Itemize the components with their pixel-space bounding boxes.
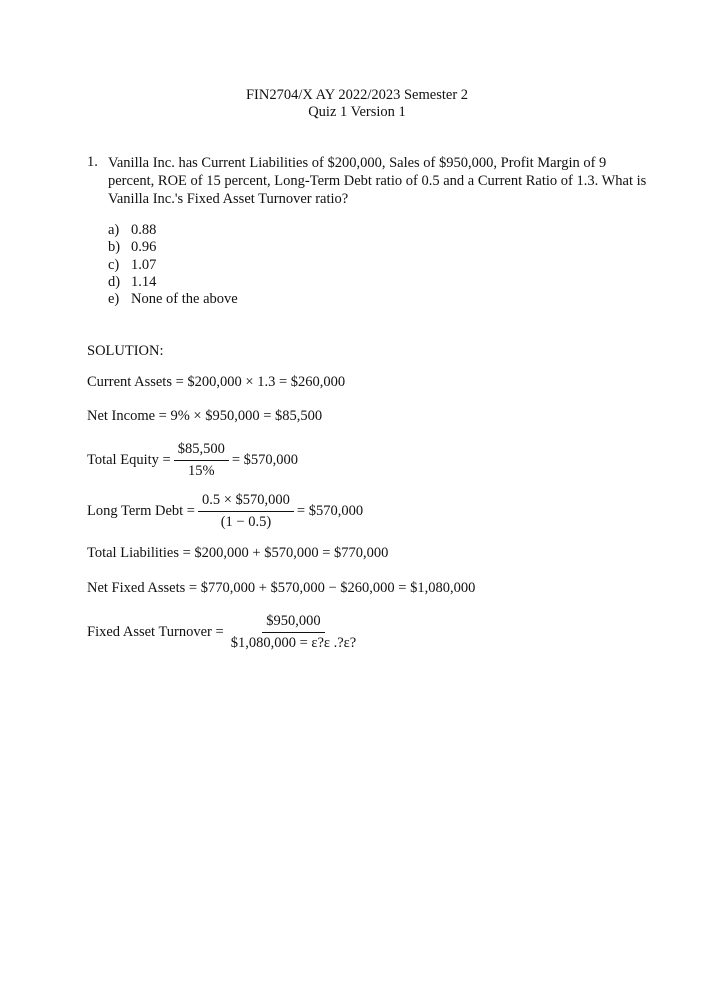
- question-number: 1.: [87, 154, 98, 170]
- question-text: Vanilla Inc. has Current Liabilities of $200,000, Sales of $950,000, Profit Margin of 9 percent, ROE of 15 percent, Long-Term Debt ratio of 0.5 and a Current Ratio of 1.3. What is Vanilla Inc.'s Fixed Asset Turnover ratio?: [108, 155, 647, 207]
- option-text: None of the above: [131, 291, 238, 308]
- net-fixed-assets-equation: Net Fixed Assets = $770,000 + $570,000 − $260,000 = $1,080,000: [87, 580, 476, 596]
- option-b: [108, 239, 238, 256]
- fixed-asset-turnover-equation: [87, 613, 363, 652]
- solution-label: SOLUTION:: [87, 343, 164, 359]
- option-c: [108, 257, 238, 274]
- option-e: [108, 291, 238, 308]
- equation-rhs: = $570,000: [231, 452, 298, 468]
- fraction: [198, 492, 294, 531]
- total-equity-equation: [87, 441, 298, 480]
- option-letter: d): [108, 273, 121, 290]
- fraction-denominator: (1 − 0.5): [220, 514, 272, 530]
- option-letter: b): [108, 239, 121, 256]
- option-text: 0.96: [131, 239, 157, 256]
- course-title: FIN2704/X AY 2022/2023 Semester 2: [245, 87, 469, 103]
- fraction-numerator: 0.5 × $570,000: [198, 492, 294, 512]
- fraction-numerator: $950,000: [262, 613, 324, 633]
- net-income-equation: Net Income = 9% × $950,000 = $85,500: [87, 408, 323, 424]
- fraction-denominator: $1,080,000 = ε?ε .?ε?: [230, 635, 357, 651]
- option-d: [108, 274, 238, 291]
- fraction: [227, 613, 361, 652]
- option-text: 1.14: [131, 273, 157, 290]
- equation-lhs: Fixed Asset Turnover =: [87, 624, 224, 640]
- option-letter: a): [108, 222, 120, 238]
- total-liabilities-equation: Total Liabilities = $200,000 + $570,000 = $770,000: [87, 545, 389, 561]
- fraction-numerator: $85,500: [174, 441, 229, 461]
- long-term-debt-equation: [87, 492, 363, 531]
- current-assets-equation: Current Assets = $200,000 × 1.3 = $260,000: [87, 374, 346, 390]
- fraction-denominator: 15%: [187, 463, 215, 479]
- equation-rhs: = $570,000: [296, 503, 364, 519]
- fraction: [174, 441, 229, 480]
- option-text: 0.88: [131, 222, 157, 238]
- equation-lhs: Total Equity =: [87, 452, 171, 468]
- option-a: [108, 222, 238, 239]
- option-letter: c): [108, 256, 120, 273]
- equation-lhs: Long Term Debt =: [87, 503, 195, 519]
- quiz-title: Quiz 1 Version 1: [308, 104, 406, 120]
- option-letter: e): [108, 291, 120, 308]
- option-text: 1.07: [131, 256, 157, 273]
- answer-options: [108, 222, 238, 308]
